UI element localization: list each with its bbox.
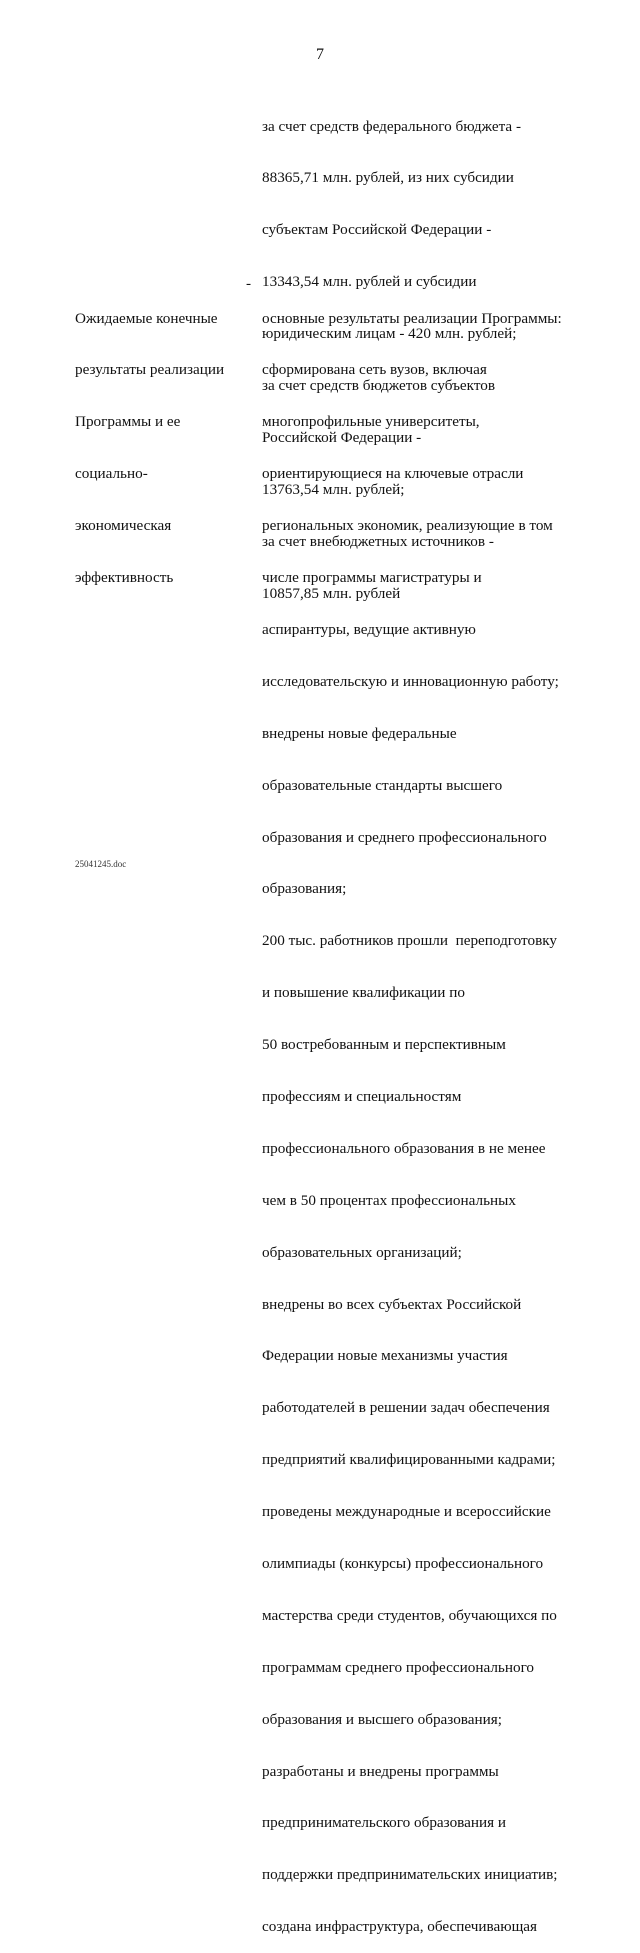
results-line: поддержки предпринимательских инициатив;	[262, 1866, 558, 1884]
results-line: основные результаты реализации Программы:	[262, 309, 562, 327]
results-line: предпринимательского образования и	[262, 1814, 507, 1832]
results-line: образовательных организаций;	[262, 1243, 462, 1261]
funding-line: 13763,54 млн. рублей;	[262, 480, 405, 498]
results-text	[262, 275, 562, 1953]
funding-line: за счет средств федерального бюджета -	[262, 117, 522, 135]
results-line: профессиям и специальностям	[262, 1087, 462, 1105]
results-line: олимпиады (конкурсы) профессионального	[262, 1554, 544, 1572]
funding-line: 13343,54 млн. рублей и субсидии	[262, 273, 477, 291]
results-line: числе программы магистратуры и	[262, 569, 482, 587]
row-label-line: результаты реализации	[75, 361, 225, 379]
results-line: мастерства среди студентов, обучающихся по	[262, 1606, 557, 1624]
funding-line: за счет средств бюджетов субъектов	[262, 377, 496, 395]
results-line: создана инфраструктура, обеспечивающая	[262, 1918, 538, 1936]
row-label-line: Программы и ее	[75, 413, 181, 431]
footer-doc-id: 25041245.doc	[75, 859, 127, 869]
results-line: чем в 50 процентах профессиональных	[262, 1191, 516, 1209]
results-line: программам среднего профессионального	[262, 1658, 535, 1676]
funding-line: 88365,71 млн. рублей, из них субсидии	[262, 169, 514, 187]
results-line: образовательные стандарты высшего	[262, 776, 503, 794]
row-label-line: Ожидаемые конечные	[75, 309, 218, 327]
results-line: образования и высшего образования;	[262, 1710, 502, 1728]
results-line: предприятий квалифицированными кадрами;	[262, 1451, 556, 1469]
results-line: работодателей в решении задач обеспечения	[262, 1399, 550, 1417]
results-line: аспирантуры, ведущие активную	[262, 620, 476, 638]
results-line: проведены международные и всероссийские	[262, 1503, 551, 1521]
results-line: образования и среднего профессионального	[262, 828, 547, 846]
results-line: Федерации новые механизмы участия	[262, 1347, 508, 1365]
page-number: 7	[316, 46, 324, 63]
row-dash: -	[246, 275, 252, 292]
funding-line: за счет внебюджетных источников -	[262, 532, 494, 550]
funding-line: юридическим лицам - 420 млн. рублей;	[262, 325, 517, 343]
results-line: 200 тыс. работников прошли переподготовку	[262, 932, 557, 950]
results-line: профессионального образования в не менее	[262, 1139, 546, 1157]
row-label-line: экономическая	[75, 517, 172, 535]
results-line: разработаны и внедрены программы	[262, 1762, 499, 1780]
funding-line: Российской Федерации -	[262, 428, 422, 446]
results-line: 50 востребованным и перспективным	[262, 1036, 506, 1054]
results-line: образования;	[262, 880, 347, 898]
results-line: исследовательскую и инновационную работу;	[262, 672, 559, 690]
results-line: внедрены новые федеральные	[262, 724, 457, 742]
results-line: многопрофильные университеты,	[262, 413, 480, 431]
results-line: сформирована сеть вузов, включая	[262, 361, 487, 379]
results-line: внедрены во всех субъектах Российской	[262, 1295, 522, 1313]
funding-line: субъектам Российской Федерации -	[262, 221, 492, 239]
funding-line: 10857,85 млн. рублей	[262, 584, 401, 602]
row-label-line: эффективность	[75, 569, 174, 587]
results-line: ориентирующиеся на ключевые отрасли	[262, 465, 524, 483]
row-label-line: социально-	[75, 465, 148, 483]
results-line: региональных экономик, реализующие в том	[262, 517, 553, 535]
results-line: и повышение квалификации по	[262, 984, 465, 1002]
row-label	[75, 275, 224, 604]
